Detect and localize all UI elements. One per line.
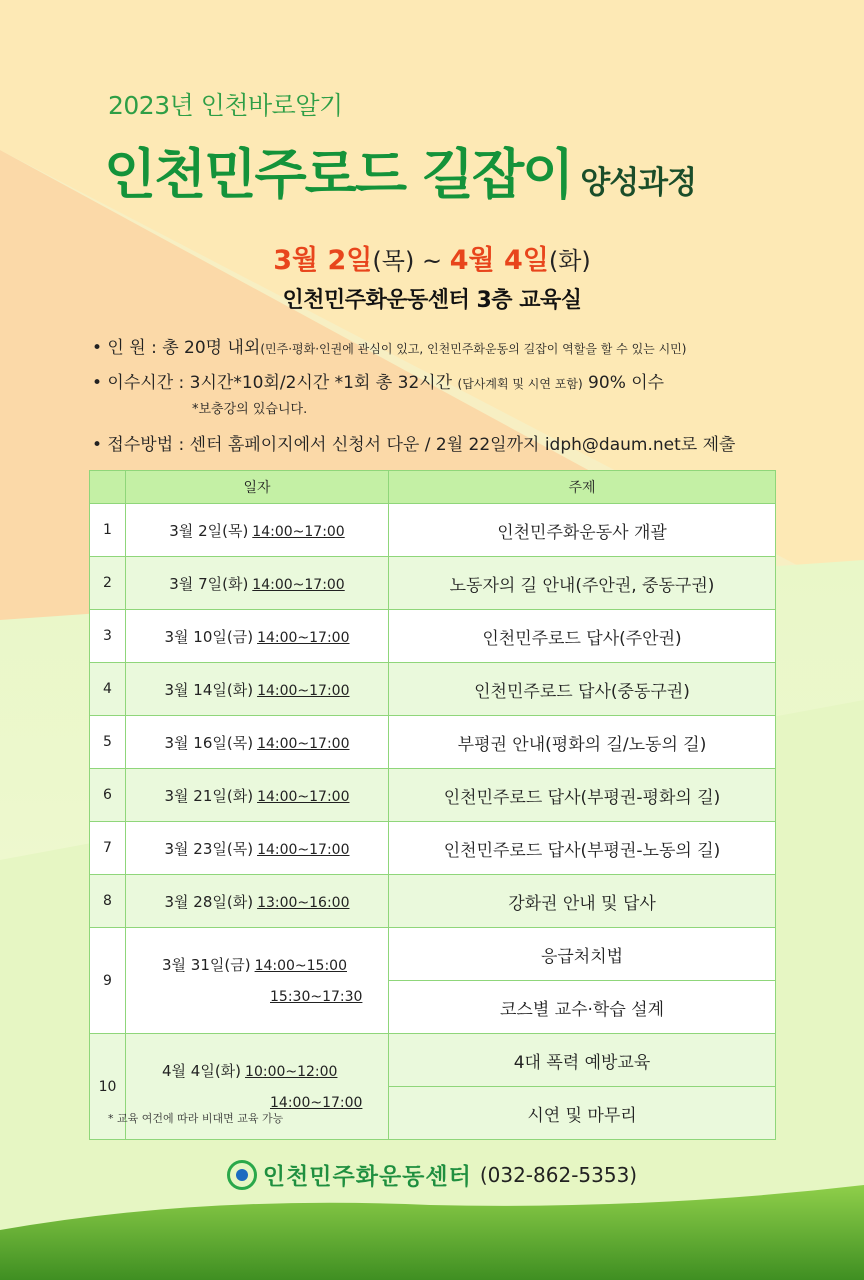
row-num: 10 xyxy=(90,1034,126,1140)
row-date xyxy=(126,928,389,1034)
row-num: 9 xyxy=(90,928,126,1034)
event-title xyxy=(104,132,696,209)
row-date-text: 3월 14일(화) xyxy=(164,680,254,699)
apply-label: • 접수방법 : xyxy=(92,435,190,455)
end-date: 4월 4일 xyxy=(449,245,549,276)
header-num xyxy=(90,471,126,504)
header-topic: 주제 xyxy=(389,471,776,504)
event-title-small: 양성과정 xyxy=(580,165,697,201)
event-period xyxy=(0,238,864,277)
row-time-2: 14:00~17:00 xyxy=(270,1094,363,1111)
row-time: 14:00~17:00 xyxy=(252,576,345,593)
event-subtitle: 2023년 인천바로알기 xyxy=(108,91,343,120)
row-date-text: 3월 23일(목) xyxy=(164,839,254,858)
table-row xyxy=(90,928,776,981)
row-time: 13:00~16:00 xyxy=(257,894,350,911)
row-topic: 인천민주로드 답사(중동구권) xyxy=(389,663,776,716)
apply-value: 센터 홈페이지에서 신청서 다운 / 2월 22일까지 idph@daum.net로 제출 xyxy=(189,435,736,455)
footer xyxy=(0,1158,864,1191)
hours-value: 3시간*10회/2시간 *1회 총 32시간 xyxy=(189,373,458,393)
info-apply xyxy=(92,430,735,455)
capacity-note: (민주·평화·인권에 관심이 있고, 인천민주화운동의 길잡이 역할을 할 수 있는 시민) xyxy=(260,342,687,356)
row-time: 14:00~17:00 xyxy=(252,523,345,540)
hours-note: (답사계획 및 시연 포함) xyxy=(457,377,583,391)
row-time: 14:00~17:00 xyxy=(257,735,350,752)
row-date-text: 3월 21일(화) xyxy=(164,786,254,805)
row-date xyxy=(126,822,389,875)
table-row xyxy=(90,557,776,610)
start-date: 3월 2일 xyxy=(273,245,373,276)
event-title-main: 인천민주로드 길잡이 xyxy=(104,143,573,206)
hours-label: • 이수시간 : xyxy=(92,373,190,393)
row-topic: 인천민주로드 답사(부평권-노동의 길) xyxy=(389,822,776,875)
row-topic: 노동자의 길 안내(주안권, 중동구권) xyxy=(389,557,776,610)
table-row xyxy=(90,504,776,557)
row-topic-2: 시연 및 마무리 xyxy=(389,1087,776,1140)
table-row xyxy=(90,875,776,928)
row-num: 3 xyxy=(90,610,126,663)
row-date-text: 3월 2일(목) xyxy=(169,521,249,540)
row-date-text: 4월 4일(화) xyxy=(162,1061,242,1080)
phone-number: (032-862-5353) xyxy=(479,1162,638,1187)
org-name: 인천민주화운동센터 xyxy=(262,1164,472,1190)
row-num: 1 xyxy=(90,504,126,557)
row-date xyxy=(126,557,389,610)
table-row xyxy=(90,769,776,822)
row-date-text: 3월 7일(화) xyxy=(169,574,249,593)
row-date-text: 3월 28일(화) xyxy=(164,892,254,911)
row-date xyxy=(126,504,389,557)
row-num: 2 xyxy=(90,557,126,610)
row-topic: 부평권 안내(평화의 길/노동의 길) xyxy=(389,716,776,769)
row-time-1: 14:00~15:00 xyxy=(254,957,347,974)
row-num: 7 xyxy=(90,822,126,875)
row-topic: 인천민주로드 답사(주안권) xyxy=(389,610,776,663)
table-row xyxy=(90,822,776,875)
row-date xyxy=(126,663,389,716)
row-num: 6 xyxy=(90,769,126,822)
row-time: 14:00~17:00 xyxy=(257,788,350,805)
table-row xyxy=(90,663,776,716)
row-time: 14:00~17:00 xyxy=(257,682,350,699)
row-date-text: 3월 31일(금) xyxy=(162,955,251,974)
event-venue: 인천민주화운동센터 3층 교육실 xyxy=(282,288,582,313)
row-topic-1: 4대 폭력 예방교육 xyxy=(389,1034,776,1087)
row-date xyxy=(126,716,389,769)
row-topic: 인천민주화운동사 개괄 xyxy=(389,504,776,557)
end-day: (화) xyxy=(548,247,591,275)
table-row xyxy=(90,716,776,769)
row-topic-1: 응급처치법 xyxy=(389,928,776,981)
row-topic-2: 코스별 교수·학습 설계 xyxy=(389,981,776,1034)
row-time: 14:00~17:00 xyxy=(257,841,350,858)
table-row xyxy=(90,1034,776,1087)
header-date: 일자 xyxy=(126,471,389,504)
start-day: (목) xyxy=(372,247,415,275)
center-logo-icon xyxy=(227,1160,257,1190)
capacity-label: • 인 원 : xyxy=(92,338,163,358)
row-time-1: 10:00~12:00 xyxy=(245,1063,338,1080)
info-hours xyxy=(92,368,664,393)
info-capacity xyxy=(92,333,686,358)
footnote: * 교육 여건에 따라 비대면 교육 가능 xyxy=(108,1112,284,1125)
row-date xyxy=(126,610,389,663)
makeup-note: *보충강의 있습니다. xyxy=(192,402,308,417)
table-header-row xyxy=(90,471,776,504)
row-num: 5 xyxy=(90,716,126,769)
table-row xyxy=(90,610,776,663)
capacity-value: 총 20명 내외 xyxy=(162,338,261,358)
row-topic: 강화권 안내 및 답사 xyxy=(389,875,776,928)
row-date-text: 3월 16일(목) xyxy=(164,733,254,752)
row-time-2: 15:30~17:30 xyxy=(270,988,363,1005)
row-time: 14:00~17:00 xyxy=(257,629,350,646)
row-topic: 인천민주로드 답사(부평권-평화의 길) xyxy=(389,769,776,822)
hours-pass: 90% 이수 xyxy=(582,373,665,393)
schedule-table xyxy=(89,470,776,1140)
row-date-text: 3월 10일(금) xyxy=(164,627,254,646)
period-separator: ~ xyxy=(414,247,450,275)
row-date xyxy=(126,875,389,928)
row-date xyxy=(126,769,389,822)
row-num: 4 xyxy=(90,663,126,716)
row-num: 8 xyxy=(90,875,126,928)
